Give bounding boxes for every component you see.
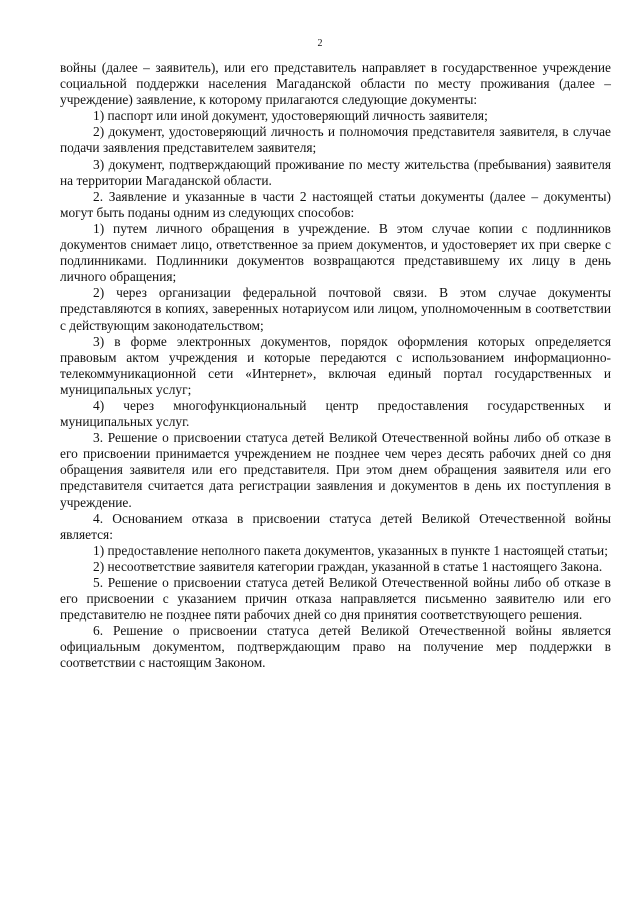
method-postal: 2) через организации федеральной почтовой связи. В этом случае документы представляются в копиях, заверенных нотариусом или лицом, уполномоченным в соответствии с действующим законодательством; xyxy=(60,285,611,333)
clause-5: 5. Решение о присвоении статуса детей Великой Отечественной войны либо об отказе в его присвоении с указанием причин отказа направляется письменно заявителю или его представителю не позднее пяти рабочих дней со дня принятия соответствующего решения. xyxy=(60,575,611,623)
refusal-reason-incomplete: 1) предоставление неполного пакета документов, указанных в пункте 1 настоящей статьи; xyxy=(93,542,608,558)
paragraph-continuation: войны (далее – заявитель), или его представитель направляет в государственное учреждение социальной поддержки населения Магаданской области по месту проживания (далее – учреждение) заявление, к которому прилагаются следующие документы: xyxy=(60,60,611,108)
list-item-passport: 1) паспорт или иной документ, удостоверяющий личность заявителя; xyxy=(93,108,488,124)
method-electronic: 3) в форме электронных документов, порядок оформления которых определяется правовым актом учреждения и которые передаются с использованием информационно-телекоммуникационной сети «Интернет», включая единый портал государственных и муниципальных услуг; xyxy=(60,333,611,397)
clause-4: 4. Основанием отказа в присвоении статуса детей Великой Отечественной войны является: xyxy=(60,510,611,542)
list-item-residence-document: 3) документ, подтверждающий проживание по месту жительства (пребывания) заявителя на территории Магаданской области. xyxy=(60,156,611,188)
method-mfc: 4) через многофункциональный центр предоставления государственных и муниципальных услуг. xyxy=(60,397,611,430)
page-number: 2 xyxy=(317,38,323,49)
document-body xyxy=(60,60,611,672)
list-item-representative-document: 2) документ, удостоверяющий личность и полномочия представителя заявителя, в случае подачи заявления представителем заявителя; xyxy=(60,124,611,156)
refusal-reason-category: 2) несоответствие заявителя категории граждан, указанной в статье 1 настоящего Закона. xyxy=(93,558,603,574)
method-in-person: 1) путем личного обращения в учреждение. В этом случае копии с подлинников документов снимает лицо, ответственное за прием документов, и удостоверяет их при сверке с подлинниками. Подлинники документов возвращаются представившему их лицу в день личного обращения; xyxy=(60,220,611,285)
clause-2: 2. Заявление и указанные в части 2 настоящей статьи документы (далее – документы) могут быть поданы одним из следующих способов: xyxy=(60,188,611,220)
clause-3: 3. Решение о присвоении статуса детей Великой Отечественной войны либо об отказе в его присвоении принимается учреждением не позднее чем через десять рабочих дней со дня обращения заявителя или его представителя. При этом днем обращения заявителя или его представителя считается дата регистрации заявления и документов в день их поступления в учреждение. xyxy=(60,430,611,510)
clause-6: 6. Решение о присвоении статуса детей Великой Отечественной войны является официальным документом, подтверждающим право на получение мер поддержки в соответствии с настоящим Законом. xyxy=(60,623,611,671)
